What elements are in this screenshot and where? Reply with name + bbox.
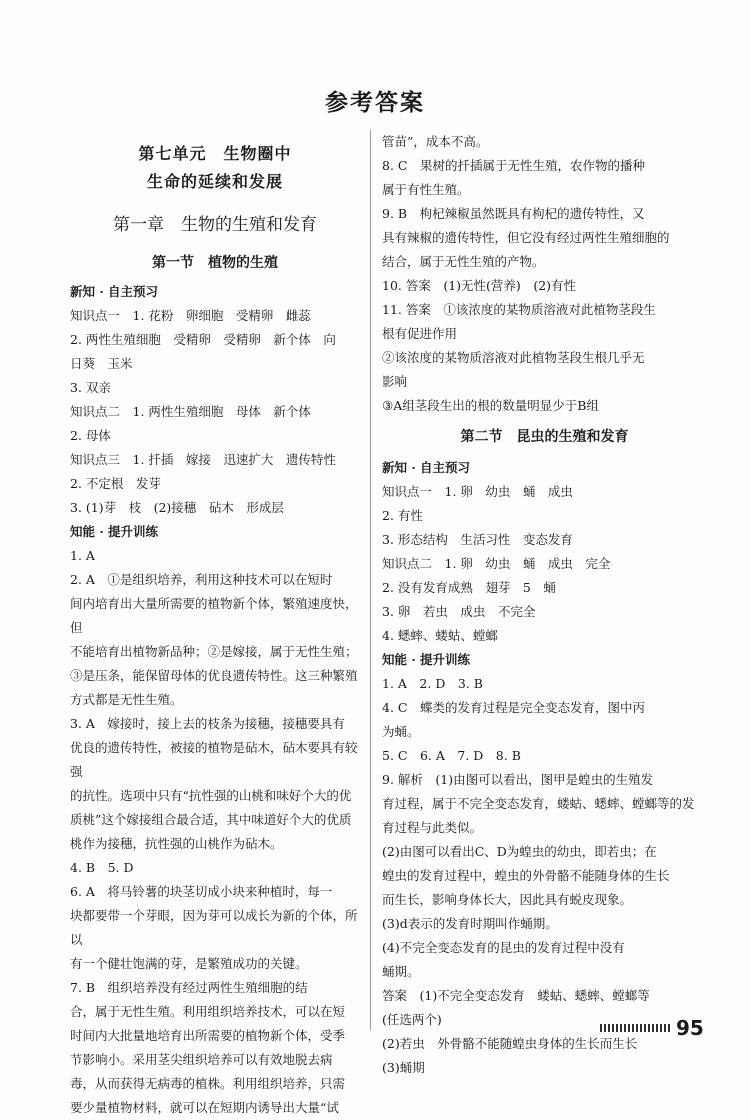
answer-line: (任选两个) xyxy=(382,1012,442,1027)
answer-line: 2. A ①是组织培养，利用这种技术可以在短时 xyxy=(70,572,333,587)
answer-line: 3. 卵 若虫 成虫 不完全 xyxy=(382,604,536,619)
subsection-heading: 新知 · 自主预习 xyxy=(70,284,159,299)
answer-line: 11. 答案 ①该浓度的某物质溶液对此植物茎段生 xyxy=(382,302,656,317)
chapter-title: 第一章 生物的生殖和发育 xyxy=(113,215,317,235)
answer-line: 9. 解析 (1)由图可以看出，图甲是蝗虫的生殖发 xyxy=(382,772,654,787)
unit-title-line-2: 生命的延续和发展 xyxy=(146,172,283,191)
answer-line: 有一个健壮饱满的芽，是繁殖成功的关键。 xyxy=(70,956,308,971)
answer-line: 知识点三 1. 扦插 嫁接 迅速扩大 遗传特性 xyxy=(70,452,336,467)
answer-line: 3. (1)芽 枝 (2)接穗 砧木 形成层 xyxy=(70,500,284,515)
column-divider xyxy=(370,130,371,1030)
answer-line: 9. B 枸杞辣椒虽然既具有枸杞的遗传特性，又 xyxy=(382,206,645,221)
subsection-heading: 知能 · 提升训练 xyxy=(70,524,159,539)
answer-line: (2)若虫 外骨骼不能随蝗虫身体的生长而生长 xyxy=(382,1036,638,1051)
answer-line: 块都要带一个芽眼，因为芽可以成长为新的个体，所以 xyxy=(70,908,358,947)
answer-line: 4. 蟋蟀、蝼蛄、螳螂 xyxy=(382,628,498,643)
right-column xyxy=(382,130,707,1080)
answer-line: 间内培育出大量所需要的植物新个体，繁殖速度快，但 xyxy=(70,596,358,635)
answer-line: 蛹期。 xyxy=(382,964,420,979)
answer-line: 1. A 2. D 3. B xyxy=(382,676,483,691)
left-column xyxy=(70,140,360,1120)
answer-line: 结合，属于无性生殖的产物。 xyxy=(382,254,545,269)
answer-line: 蝗虫的发育过程中，蝗虫的外骨骼不能随身体的生长 xyxy=(382,868,670,883)
answer-line: 质桃”这个嫁接组合最合适，其中味道好个大的优质 xyxy=(70,812,352,827)
answer-line: 属于有性生殖。 xyxy=(382,182,470,197)
answer-line: 桃作为接穗，抗性强的山桃作为砧木。 xyxy=(70,836,283,851)
answer-line: (3)d表示的发育时期叫作蛹期。 xyxy=(382,916,558,931)
subsection-heading: 新知 · 自主预习 xyxy=(382,460,471,475)
answer-line: ③是压条，能保留母体的优良遗传特性。这三种繁殖 xyxy=(70,668,358,683)
answer-line: 时间内大批量地培育出所需要的植物新个体，受季 xyxy=(70,1028,346,1043)
answer-line: 知识点一 1. 卵 幼虫 蛹 成虫 xyxy=(382,484,573,499)
answer-line: 3. 双亲 xyxy=(70,380,111,395)
unit-title-line-1: 第七单元 生物圈中 xyxy=(138,144,292,163)
answer-line: 毒，从而获得无病毒的植株。利用组织培养，只需 xyxy=(70,1076,346,1091)
answer-line: 为蛹。 xyxy=(382,724,420,739)
answer-line: 影响 xyxy=(382,374,408,389)
answer-line: (3)蛹期 xyxy=(382,1060,425,1075)
answer-line: 的抗性。选项中只有“抗性强的山桃和味好个大的优 xyxy=(70,788,352,803)
answer-line: 2. 两性生殖细胞 受精卵 受精卵 新个体 向 xyxy=(70,332,336,347)
answer-line: 知识点一 1. 花粉 卵细胞 受精卵 雌蕊 xyxy=(70,308,311,323)
answer-line: 2. 有性 xyxy=(382,508,423,523)
page-footer xyxy=(600,1016,704,1040)
answer-line: 7. B 组织培养没有经过两性生殖细胞的结 xyxy=(70,980,308,995)
answer-line: 根有促进作用 xyxy=(382,326,458,341)
answer-line: 答案 (1)不完全变态发育 蝼蛄、蟋蟀、螳螂等 xyxy=(382,988,650,1003)
answer-line: (4)不完全变态发育的昆虫的发育过程中没有 xyxy=(382,940,625,955)
right-answer-lines xyxy=(382,130,707,1080)
answer-line: 2. 没有发育成熟 翅芽 5 蛹 xyxy=(382,580,556,595)
answer-line: 8. C 果树的扦插属于无性生殖，农作物的播种 xyxy=(382,158,645,173)
answer-line: ③A组茎段生出的根的数量明显少于B组 xyxy=(382,398,599,413)
answer-line: 3. 形态结构 生活习性 变态发育 xyxy=(382,532,573,547)
section-title: 第一节 植物的生殖 xyxy=(152,255,278,271)
answer-line: 4. B 5. D xyxy=(70,860,134,875)
answer-line: 不能培育出植物新品种；②是嫁接，属于无性生殖； xyxy=(70,644,358,659)
footer-decoration xyxy=(600,1024,672,1032)
answer-line: 节影响小。采用茎尖组织培养可以有效地脱去病 xyxy=(70,1052,333,1067)
section-title: 第二节 昆虫的生殖和发育 xyxy=(460,429,629,445)
answer-line: 5. C 6. A 7. D 8. B xyxy=(382,748,521,763)
answer-line: 具有辣椒的遗传特性，但它没有经过两性生殖细胞的 xyxy=(382,230,670,245)
answer-line: (2)由图可以看出C、D为蝗虫的幼虫，即若虫；在 xyxy=(382,844,657,859)
answer-line: 6. A 将马铃薯的块茎切成小块来种植时，每一 xyxy=(70,884,333,899)
answer-line: 方式都是无性生殖。 xyxy=(70,692,183,707)
answer-line: 10. 答案 (1)无性(营养) (2)有性 xyxy=(382,278,577,293)
answer-line: 2. 不定根 发芽 xyxy=(70,476,161,491)
subsection-heading: 知能 · 提升训练 xyxy=(382,652,471,667)
left-answer-lines xyxy=(70,280,360,1120)
answer-line: 3. A 嫁接时，接上去的枝条为接穗，接穗要具有 xyxy=(70,716,345,731)
answer-line: 日葵 玉米 xyxy=(70,356,133,371)
page-title: 参考答案 xyxy=(325,89,425,116)
answer-line: 1. A xyxy=(70,548,95,563)
answer-line: 管苗”，成本不高。 xyxy=(382,134,489,149)
answer-line: 知识点二 1. 卵 幼虫 蛹 成虫 完全 xyxy=(382,556,611,571)
answer-line: 要少量植物材料，就可以在短期内诱导出大量“试 xyxy=(70,1100,339,1115)
answer-line: 育过程与此类似。 xyxy=(382,820,483,835)
answer-line: 育过程，属于不完全变态发育，蝼蛄、蟋蟀、螳螂等的发 xyxy=(382,796,695,811)
answer-line: 优良的遗传特性，被接的植物是砧木，砧木要具有较强 xyxy=(70,740,358,779)
answer-line: 合，属于无性生殖。利用组织培养技术，可以在短 xyxy=(70,1004,346,1019)
answer-line: 4. C 蝶类的发育过程是完全变态发育，图中丙 xyxy=(382,700,645,715)
answer-line: 知识点二 1. 两性生殖细胞 母体 新个体 xyxy=(70,404,311,419)
answer-line: ②该浓度的某物质溶液对此植物茎段生根几乎无 xyxy=(382,350,645,365)
answer-line: 而生长，影响身体长大，因此具有蜕皮现象。 xyxy=(382,892,633,907)
page-number: 95 xyxy=(676,1016,704,1040)
answer-line: 2. 母体 xyxy=(70,428,111,443)
